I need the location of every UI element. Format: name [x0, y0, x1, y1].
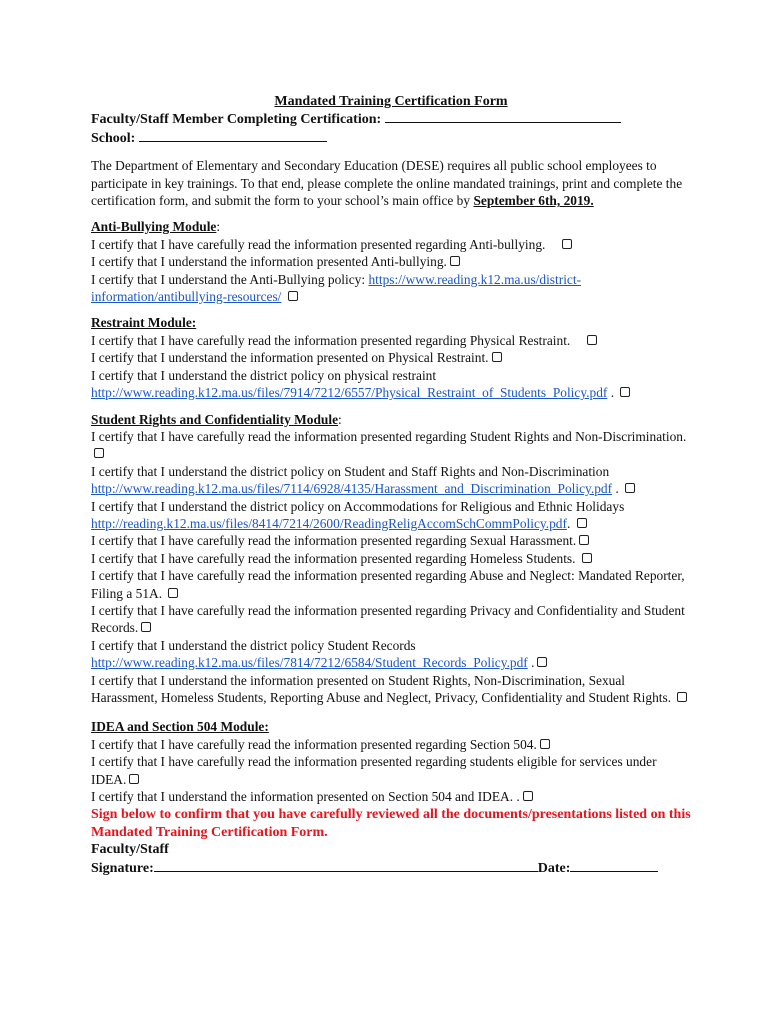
list-item: I certify that I understand the information presented on Physical Restraint.	[91, 349, 691, 366]
checkbox[interactable]	[540, 739, 550, 749]
checkbox[interactable]	[620, 387, 630, 397]
idea-section	[91, 718, 691, 805]
signature-label: Signature:	[91, 860, 154, 876]
checkbox[interactable]	[577, 518, 587, 528]
checkbox[interactable]	[129, 774, 139, 784]
list-item: I certify that I have carefully read the information presented regarding Abuse and Neglect: Mandated Reporter, Filing a 51A.	[91, 568, 685, 601]
date-label: Date:	[537, 860, 571, 876]
list-item: I certify that I have carefully read the information presented regarding Homeless Students.	[91, 550, 691, 567]
date-field[interactable]	[570, 859, 658, 872]
list-item: I certify that I understand the Anti-Bullying policy: https://www.reading.k12.ma.us/district-information/antibullying-resources/	[91, 271, 582, 305]
religious-accommodation-link[interactable]: http://reading.k12.ma.us/files/8414/7214/2600/ReadingReligAccomSchCommPolicy.pdf	[91, 515, 567, 531]
list-item: I certify that I have carefully read the information presented regarding Privacy and Confidentiality and Student Records.	[91, 602, 685, 636]
signature-line	[91, 859, 691, 877]
restraint-section	[91, 314, 691, 401]
student-rights-heading: Student Rights and Confidentiality Module	[91, 411, 339, 427]
checkbox[interactable]	[492, 352, 502, 362]
faculty-name-field[interactable]	[385, 110, 621, 123]
faculty-label: Faculty/Staff Member Completing Certification:	[91, 112, 382, 128]
school-label: School:	[91, 130, 136, 146]
anti-bullying-policy-link[interactable]: https://www.reading.k12.ma.us/district-information/antibullying-resources/	[91, 271, 582, 305]
list-item: I certify that I have carefully read the information presented regarding Sexual Harassment.	[91, 532, 691, 549]
list-item: I certify that I understand the district policy on Student and Staff Rights and Non-Discrimination http://www.reading.k12.ma.us/files/7114/6928/4135/Harassment_and_Discrimination_Policy.pdf .	[91, 463, 691, 498]
list-item: I certify that I understand the district policy on Accommodations for Religious and Ethnic Holidays http://reading.k12.ma.us/files/8414/7214/2600/ReadingReligAccomSchCommPolicy.pdf.	[91, 498, 625, 531]
list-item: I certify that I understand the information presented on Student Rights, Non-Discrimination, Sexual Harassment, Homeless Students, Reporting Abuse and Neglect, Privacy, Confidentiality and Student Rights.	[91, 672, 691, 707]
signature-field[interactable]	[154, 859, 538, 872]
student-records-link[interactable]: http://www.reading.k12.ma.us/files/7814/7212/6584/Student_Records_Policy.pdf	[91, 655, 528, 671]
school-line	[91, 129, 691, 147]
restraint-heading: Restraint Module:	[91, 315, 197, 331]
list-item: I certify that I have carefully read the information presented regarding Anti-bullying.	[91, 236, 691, 253]
school-field[interactable]	[139, 129, 327, 142]
due-date: September 6th, 2019.	[473, 193, 594, 209]
checkbox[interactable]	[562, 239, 572, 249]
checkbox[interactable]	[677, 692, 687, 702]
checkbox[interactable]	[582, 553, 592, 563]
anti-bullying-section: Anti-Bullying Module: I certify that I have carefully read the information presented regarding Anti-bullying. I certify that I understand the information presented Anti-bullying. I certify that I understand the Anti-Bullying policy: https://www.reading.k12.ma.us/district-information/antibullying-resources/	[91, 218, 691, 305]
checkbox[interactable]	[141, 622, 151, 632]
list-item: I certify that I have carefully read the information presented regarding students eligible for services under IDEA.	[91, 754, 657, 787]
checkbox[interactable]	[537, 657, 547, 667]
list-item: I certify that I understand the district policy Student Records http://www.reading.k12.ma.us/files/7814/7212/6584/Student_Records_Policy.pdf .	[91, 637, 691, 672]
harassment-policy-link[interactable]: http://www.reading.k12.ma.us/files/7114/6928/4135/Harassment_and_Discrimination_Policy.pdf	[91, 481, 613, 497]
form-title: Mandated Training Certification Form	[274, 94, 508, 109]
list-item: I certify that I have carefully read the information presented regarding Section 504.	[91, 736, 691, 753]
idea-heading: IDEA and Section 504 Module:	[91, 719, 269, 735]
intro-text: The Department of Elementary and Secondary Education (DESE) requires all public school employees to participate in key trainings. To that end, please complete the online mandated trainings, print and complete the certification form, and submit the form to your school’s main office by	[91, 158, 683, 209]
intro-paragraph	[91, 157, 691, 209]
restraint-policy-link[interactable]: http://www.reading.k12.ma.us/files/7914/7212/6557/Physical_Restraint_of_Students_Policy.pdf	[91, 385, 608, 401]
list-item: I certify that I understand the information presented on Section 504 and IDEA. .	[91, 788, 691, 805]
checkbox[interactable]	[625, 483, 635, 493]
checkbox[interactable]	[579, 535, 589, 545]
sign-role: Faculty/Staff	[91, 842, 169, 858]
list-item: I certify that I understand the information presented Anti-bullying.	[91, 253, 691, 270]
checkbox[interactable]	[168, 588, 178, 598]
list-item: I certify that I understand the district policy on physical restraint http://www.reading.k12.ma.us/files/7914/7212/6557/Physical_Restraint_of_Students_Policy.pdf .	[91, 367, 691, 402]
checkbox[interactable]	[523, 791, 533, 801]
faculty-line	[91, 110, 691, 128]
checkbox[interactable]	[94, 448, 104, 458]
confirm-instruction: Sign below to confirm that you have carefully reviewed all the documents/presentations listed on this Mandated Training Certification Form.	[91, 807, 691, 840]
anti-bullying-heading: Anti-Bullying Module	[91, 219, 217, 235]
list-item: I certify that I have carefully read the information presented regarding Physical Restraint.	[91, 332, 691, 349]
student-rights-section: Student Rights and Confidentiality Module: I certify that I have carefully read the information presented regarding Student Rights and Non-Discrimination. I certify that I understand the district policy on Student and Staff Rights and Non-Discrimination http://www.reading.k12.ma.us/files/7114/6928/4135/Harassment_and_Discrimination_Policy.pdf . I certify that I understand the district policy on Accommodations for Religious and Ethnic Holidays http://reading.k12.ma.us/files/8414/7214/2600/ReadingReligAccomSchCommPolicy.pdf. I certify that I have carefully read the information presented regarding Sexual Harassment. I certify that I have carefully read the information presented regarding Homeless Students. I certify that I have carefully read the information presented regarding Abuse and Neglect: Mandated Reporter, Filing a 51A. I certify that I have carefully read the information presented regarding Privacy and Confidentiality and Student Records. I certify that I understand the district policy Student Records http://www.reading.k12.ma.us/files/7814/7212/6584/Student_Records_Policy.pdf . I certify that I understand the information presented on Student Rights, Non-Discrimination, Sexual Harassment, Homeless Students, Reporting Abuse and Neglect, Privacy, Confidentiality and Student Rights.	[91, 411, 691, 707]
checkbox[interactable]	[587, 335, 597, 345]
list-item: I certify that I have carefully read the information presented regarding Student Rights and Non-Discrimination.	[91, 428, 691, 463]
checkbox[interactable]	[288, 291, 298, 301]
certification-form	[91, 93, 691, 877]
checkbox[interactable]	[450, 256, 460, 266]
